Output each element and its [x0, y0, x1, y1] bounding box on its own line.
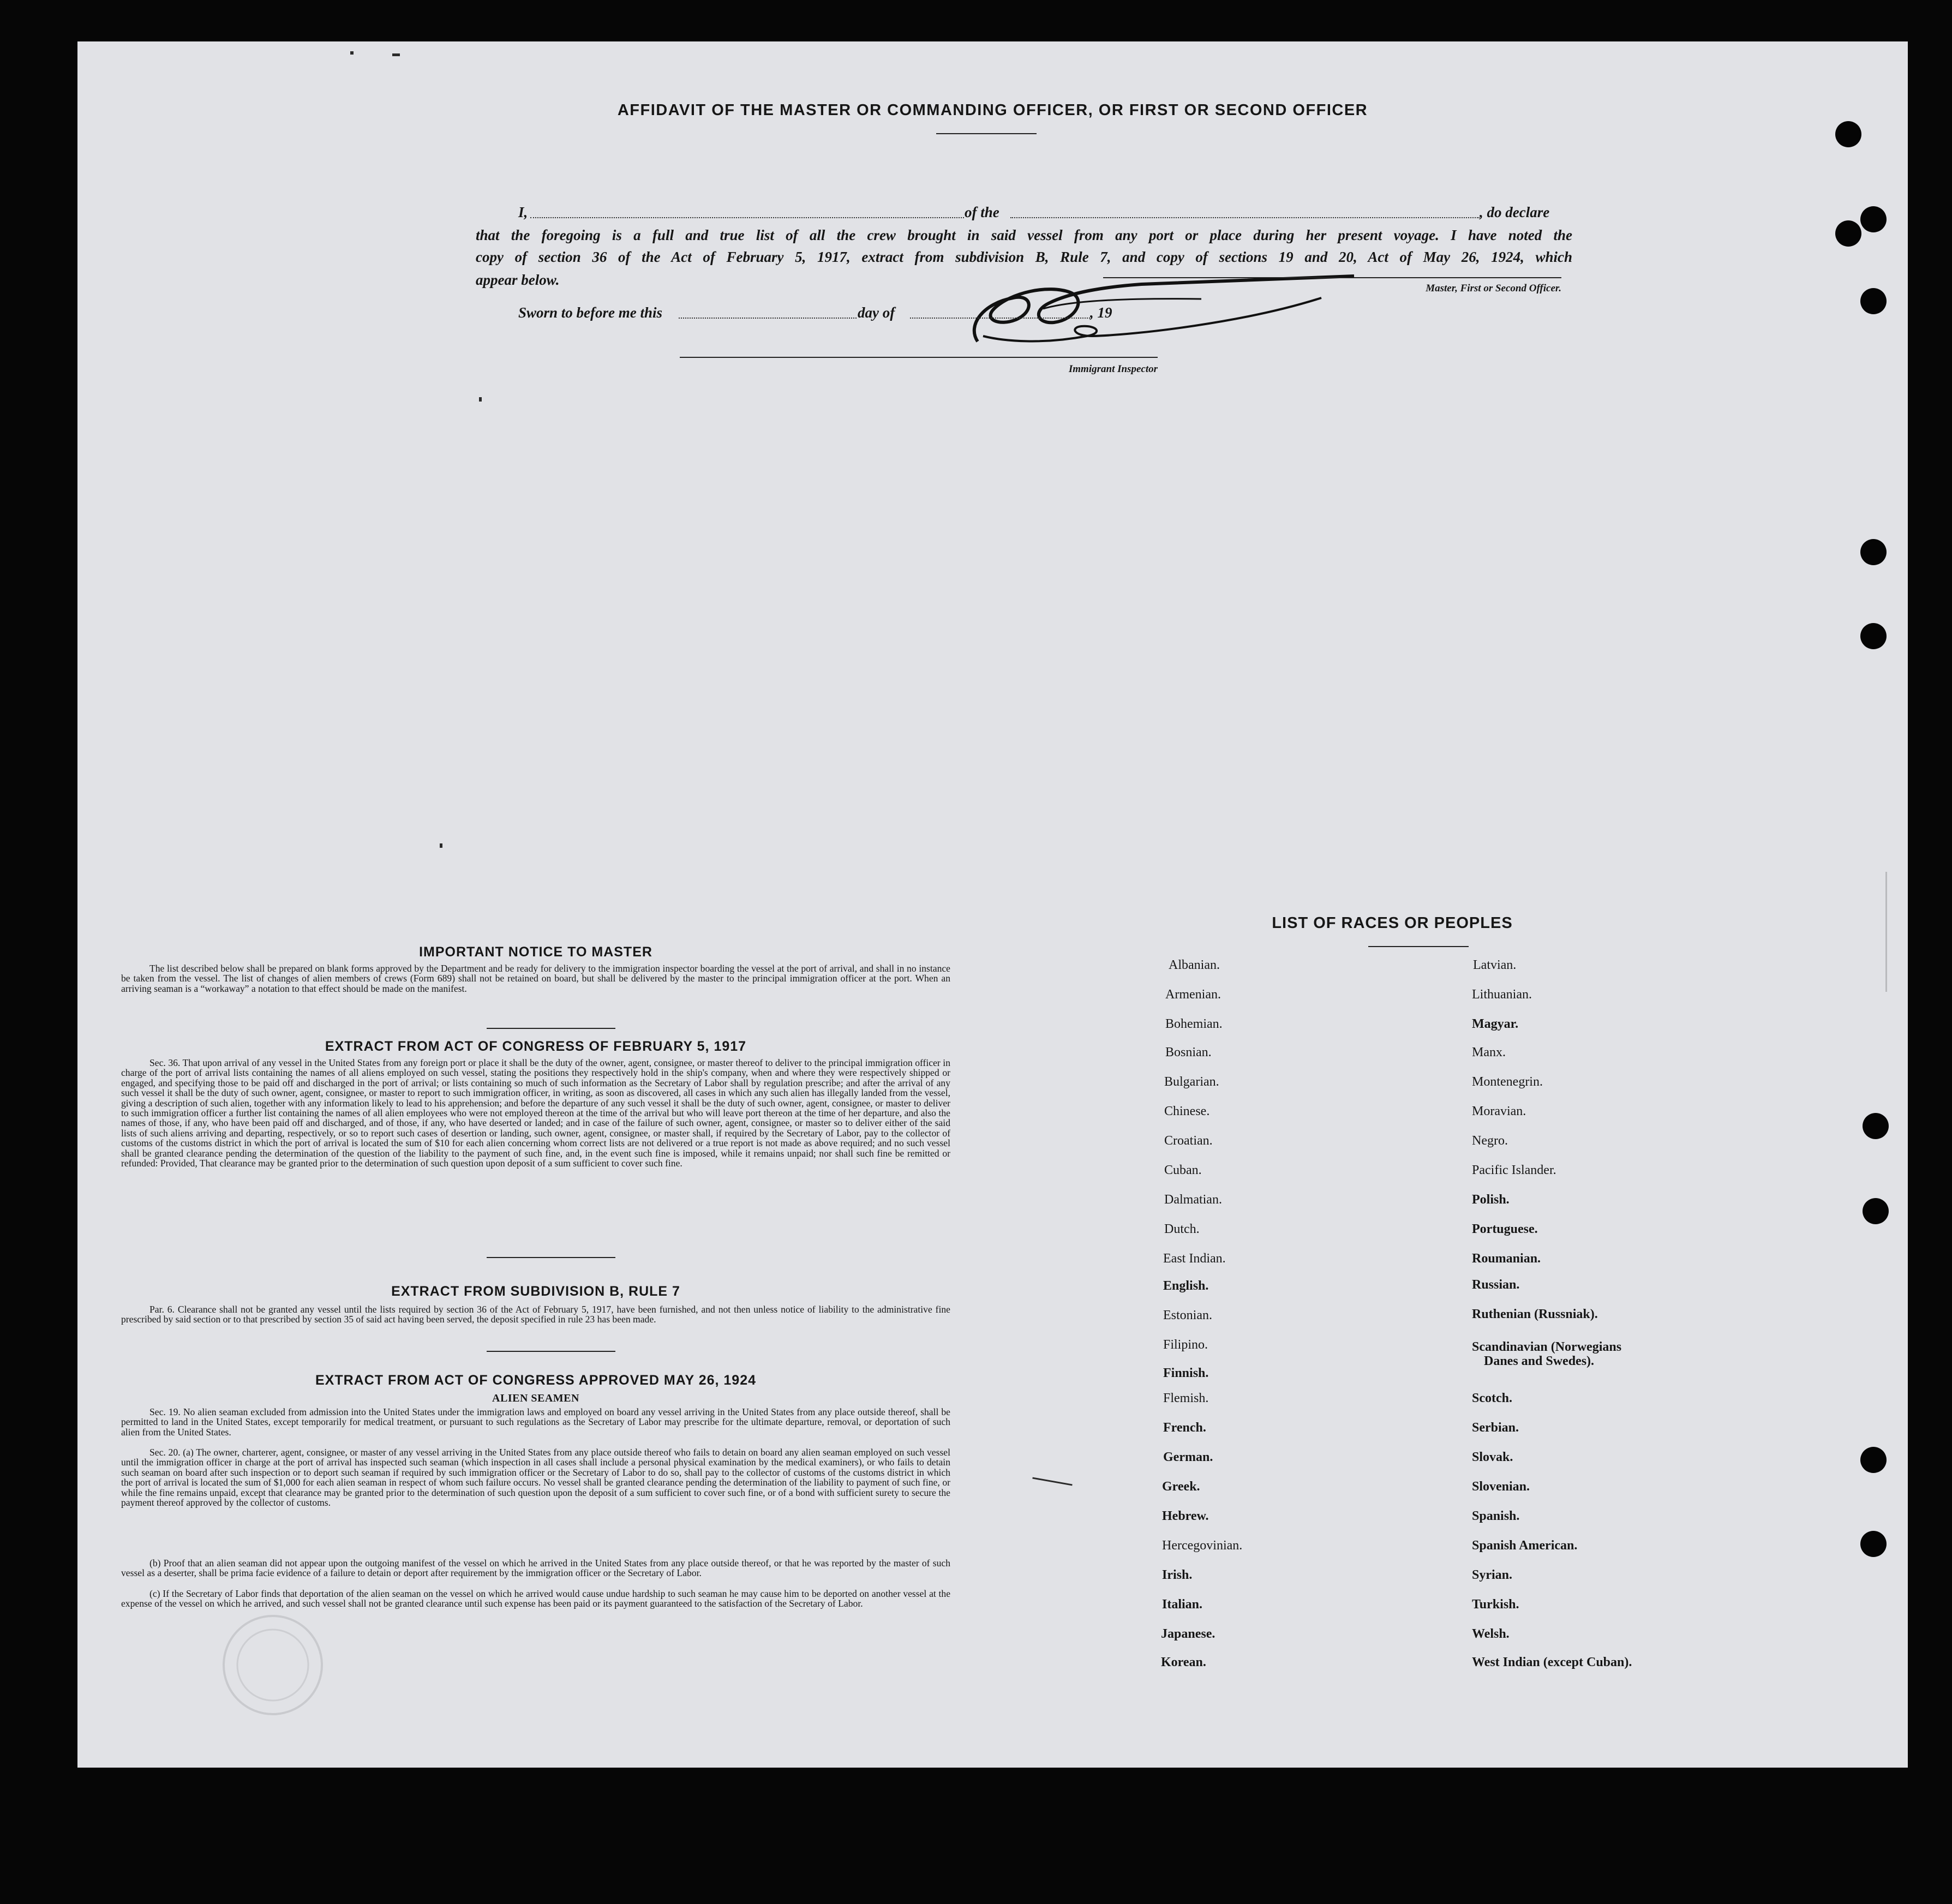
- binder-hole-4: [1860, 288, 1887, 314]
- binder-hole-8: [1863, 1198, 1889, 1224]
- binder-hole-6: [1860, 623, 1887, 649]
- race-montenegrin: Montenegrin.: [1472, 1075, 1543, 1089]
- race-albanian: Albanian.: [1169, 958, 1220, 972]
- race-hercegovinian: Hercegovinian.: [1162, 1538, 1243, 1553]
- race-english: English.: [1163, 1279, 1209, 1293]
- sec-20c-text: (c) If the Secretary of Labor finds that deportation of the alien seaman on the vessel on which he arrived would cause undue hardship to such seaman he may cause him to be deported on another vessel at the expense of the vessel on which he arrived, and such vessel shall not be granted clearance until such expense has been paid or its payment guaranteed to the satisfaction of the Secretary of Labor.: [121, 1588, 950, 1609]
- sworn-label: Sworn to before me this: [518, 304, 663, 321]
- race-russian: Russian.: [1472, 1278, 1520, 1292]
- affidavit-declare-label: , do declare: [1480, 204, 1550, 220]
- affidavit-i-label: I,: [518, 204, 528, 220]
- race-estonian: Estonian.: [1163, 1308, 1212, 1322]
- extract-1924-heading: EXTRACT FROM ACT OF CONGRESS APPROVED MAY 26, 1924: [315, 1373, 757, 1388]
- binder-hole-1: [1835, 121, 1861, 147]
- race-west-indian: West Indian (except Cuban).: [1472, 1655, 1632, 1669]
- binder-hole-5: [1860, 539, 1887, 565]
- binder-hole-9: [1860, 1447, 1887, 1473]
- faint-seal: [218, 1610, 327, 1720]
- race-serbian: Serbian.: [1472, 1421, 1519, 1435]
- race-latvian: Latvian.: [1473, 958, 1517, 972]
- signature-line: [1103, 277, 1561, 278]
- race-lithuanian: Lithuanian.: [1472, 987, 1532, 1002]
- stray-dot-3: [350, 51, 354, 55]
- affidavit-title: AFFIDAVIT OF THE MASTER OR COMMANDING OFFICER, OR FIRST OR SECOND OFFICER: [617, 101, 1368, 119]
- notice-heading: IMPORTANT NOTICE TO MASTER: [419, 944, 652, 960]
- divider-3: [487, 1351, 615, 1352]
- race-irish: Irish.: [1162, 1568, 1193, 1582]
- sec-20b-text: (b) Proof that an alien seaman did not appear upon the outgoing manifest of the vessel on which he arrived in the United States from any place outside thereof, or that he was reported by the master of such vessel as a deserter, shall be prima facie evidence of a failure to detain or deport after requirement by the immigration officer or the Secretary of Labor.: [121, 1558, 950, 1579]
- race-korean: Korean.: [1161, 1655, 1206, 1669]
- race-japanese: Japanese.: [1161, 1627, 1215, 1641]
- race-bohemian: Bohemian.: [1165, 1017, 1223, 1031]
- race-scandinavian-line-1: Scandinavian (Norwegians: [1472, 1340, 1622, 1354]
- stray-dot-2: [479, 397, 482, 402]
- race-negro: Negro.: [1472, 1134, 1508, 1148]
- race-portuguese: Portuguese.: [1472, 1222, 1538, 1236]
- affidavit-line-2: that the foregoing is a full and true list of all the crew brought in said vessel from any port or place during her present voyage. I have noted the: [476, 227, 1572, 243]
- race-roumanian: Roumanian.: [1472, 1252, 1541, 1266]
- race-magyar: Magyar.: [1472, 1017, 1519, 1031]
- race-scandinavian-line-2: Danes and Swedes).: [1484, 1354, 1595, 1368]
- race-slovenian: Slovenian.: [1472, 1480, 1530, 1494]
- binder-hole-3: [1835, 220, 1861, 247]
- races-underline: [1368, 946, 1469, 947]
- inspector-label: Immigrant Inspector: [1068, 363, 1158, 375]
- officer-signature: [961, 260, 1578, 352]
- signer-label: Master, First or Second Officer.: [1426, 283, 1561, 294]
- race-greek: Greek.: [1162, 1480, 1200, 1494]
- binder-hole-2: [1860, 206, 1887, 232]
- year-label: , 19: [1090, 304, 1112, 321]
- race-spanish-american: Spanish American.: [1472, 1538, 1578, 1553]
- stray-pen-mark: [1032, 1477, 1072, 1486]
- race-manx: Manx.: [1472, 1045, 1506, 1059]
- race-ruthenian: Ruthenian (Russniak).: [1472, 1307, 1598, 1321]
- race-german: German.: [1163, 1450, 1213, 1464]
- race-chinese: Chinese.: [1164, 1104, 1210, 1118]
- race-flemish: Flemish.: [1163, 1391, 1209, 1405]
- affidavit-of-label: of the: [965, 204, 999, 220]
- stray-dot: [440, 843, 442, 848]
- day-of-label: day of: [858, 304, 895, 321]
- sworn-date-blank: [679, 318, 857, 319]
- name-blank: [530, 217, 964, 218]
- title-underline: [936, 133, 1037, 134]
- race-dalmatian: Dalmatian.: [1164, 1193, 1222, 1207]
- race-slovak: Slovak.: [1472, 1450, 1513, 1464]
- race-syrian: Syrian.: [1472, 1568, 1513, 1582]
- sec-20a-text: Sec. 20. (a) The owner, charterer, agent, consignee, or master of any vessel arriving in the United States from any place outside thereof who fails to detain on board any alien seaman employed on such vessel until the immigration officer in charge at the port of arrival has inspected such seaman (which inspection in all cases shall include a personal physical examination by the medical examiners), or who fails to detain such seaman on board after such inspection or to deport such seaman if required by such immigration officer or the Secretary of Labor to do so, shall pay to the collector of customs of the customs district in which the port of arrival is located the sum of $1,000 for each alien seaman in respect of whom such failure occurs. No vessel shall be granted clearance pending the determination of the liability to payment of such fine, or while the fine remains unpaid, except that clearance may be granted prior to the determination of such question upon the deposit of a sum sufficient to cover such fine, or of a bond with sufficient surety to secure the payment thereof approved by the collector of customs.: [121, 1447, 950, 1508]
- race-filipino: Filipino.: [1163, 1338, 1208, 1352]
- race-turkish: Turkish.: [1472, 1597, 1519, 1612]
- extract-rule7-text: Par. 6. Clearance shall not be granted any vessel until the lists required by section 36 of the Act of February 5, 1917, have been furnished, and not then unless notice of liability to the administrative fine prescribed by said section or to that prescribed by section 35 of said act having been served, the deposit specified in rule 23 has been made.: [121, 1304, 950, 1325]
- fold-line: [1885, 872, 1887, 992]
- race-spanish: Spanish.: [1472, 1509, 1520, 1523]
- race-pacific-islander: Pacific Islander.: [1472, 1163, 1556, 1177]
- race-armenian: Armenian.: [1165, 987, 1221, 1002]
- race-moravian: Moravian.: [1472, 1104, 1526, 1118]
- vessel-blank: [1010, 217, 1480, 218]
- sec-19-text: Sec. 19. No alien seaman excluded from admission into the United States under the immigration laws and employed on board any vessel arriving in the United States from any place outside thereof, shall be permitted to land in the United States, except temporarily for medical treatment, or pursuant to such regulations as the Secretary of Labor may prescribe for the ultimate departure, removal, or deportation of such alien from the United States.: [121, 1406, 950, 1438]
- extract-1917-text: Sec. 36. That upon arrival of any vessel in the United States from any foreign port or place it shall be the duty of the owner, agent, consignee, or master thereof to deliver to the principal immigration officer in charge of the port of arrival lists containing the names of all aliens employed on such vessel, stating the positions they respectively hold in the ship's company, when and where they were respectively shipped or engaged, and specifying those to be paid off and discharged in the port of arrival; or lists containing so much of such information as the Secretary of Labor shall by regulation prescribe; and after the arrival of any such vessel it shall be the duty of such owner, agent, consignee, or master to report to such immigration officer, in writing, as soon as discovered, all cases in which any such alien has illegally landed from the vessel, giving a description of such alien, together with any information likely to lead to his apprehension; and before the departure of any such vessel it shall be the duty of such owner, agent, consignee, or master to deliver to such immigration officer a further list containing the names of all alien employees who were not employed thereon at the time of the arrival but who will leave port thereon at the time of her departure, and also the names of those, if any, who have been paid off and discharged, and of those, if any, who have deserted or landed; and in case of the failure of such owner, agent, consignee, or master so to deliver either of the said lists of such aliens arriving and departing, respectively, or so to report such cases of desertion or landing, such owner, agent, consignee, or master shall, if required by the Secretary of Labor, pay to the collector of customs of the customs district in which the port of arrival is located the sum of $10 for each alien concerning whom correct lists are not delivered or a true report is not made as above required; and no such vessel shall be granted clearance pending the determination of the question of the liability to the payment of such fine, and, in the event such fine is imposed, while it remains unpaid; nor shall such fine be remitted or refunded: Provided, That clearance may be granted prior to the determination of such question upon deposit of a sum sufficient to cover such fine.: [121, 1057, 950, 1169]
- alien-seamen-subheading: ALIEN SEAMEN: [492, 1392, 579, 1404]
- month-blank: [910, 318, 1090, 319]
- binder-hole-10: [1860, 1531, 1887, 1557]
- binder-hole-7: [1863, 1113, 1889, 1139]
- race-bosnian: Bosnian.: [1165, 1045, 1212, 1059]
- extract-1917-heading: EXTRACT FROM ACT OF CONGRESS OF FEBRUARY 5, 1917: [325, 1039, 747, 1054]
- race-finnish: Finnish.: [1163, 1366, 1209, 1380]
- inspector-signature-line: [680, 357, 1158, 358]
- affidavit-line-3: copy of section 36 of the Act of February 5, 1917, extract from subdivision B, Rule 7, and copy of sections 19 and 20, Act of May 26, 1924, which: [476, 249, 1572, 265]
- race-polish: Polish.: [1472, 1193, 1510, 1207]
- stray-dot-4: [392, 53, 400, 56]
- race-italian: Italian.: [1162, 1597, 1203, 1612]
- affidavit-line-4: appear below.: [476, 272, 560, 288]
- race-cuban: Cuban.: [1164, 1163, 1202, 1177]
- divider-2: [487, 1257, 615, 1258]
- race-scotch: Scotch.: [1472, 1391, 1512, 1405]
- extract-rule7-heading: EXTRACT FROM SUBDIVISION B, RULE 7: [391, 1284, 680, 1299]
- race-croatian: Croatian.: [1164, 1134, 1213, 1148]
- race-bulgarian: Bulgarian.: [1164, 1075, 1219, 1089]
- race-french: French.: [1163, 1421, 1206, 1435]
- race-east-indian: East Indian.: [1163, 1252, 1226, 1266]
- notice-text: The list described below shall be prepared on blank forms approved by the Department and be ready for delivery to the immigration inspector boarding the vessel at the port of arrival, and shall in no instance be taken from the vessel. The list of changes of alien members of crews (Form 689) shall not be retained on board, but shall be delivered by the master to the principal immigration officer at the port. When an arriving seaman is a “workaway” a notation to that effect should be made on the manifest.: [121, 963, 950, 994]
- race-dutch: Dutch.: [1164, 1222, 1200, 1236]
- races-heading: LIST OF RACES OR PEOPLES: [1272, 914, 1513, 932]
- race-welsh: Welsh.: [1472, 1627, 1510, 1641]
- race-hebrew: Hebrew.: [1162, 1509, 1209, 1523]
- document-page: [77, 41, 1908, 1768]
- divider-1: [487, 1028, 615, 1029]
